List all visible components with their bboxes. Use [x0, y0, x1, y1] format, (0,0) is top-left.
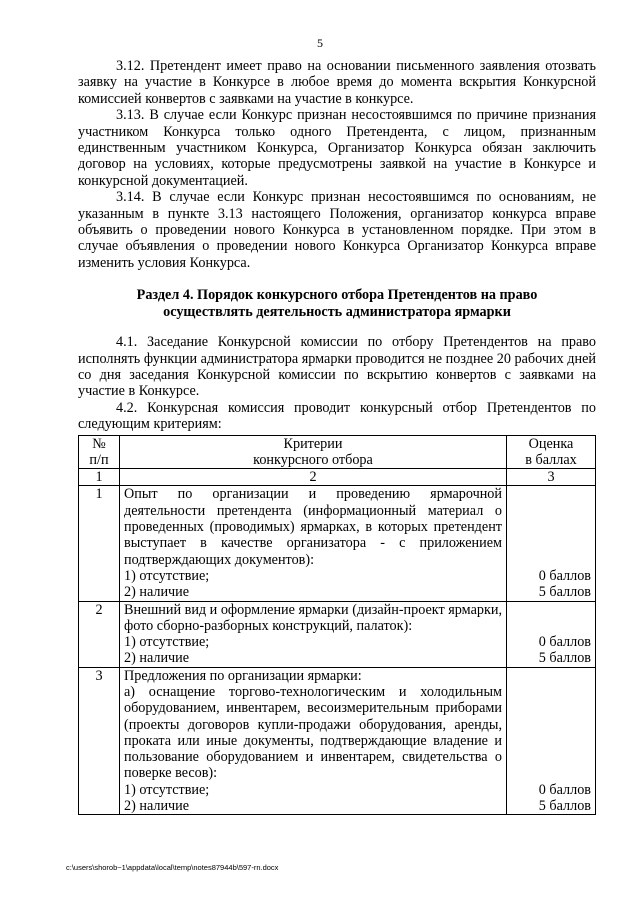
footer-file-path: c:\users\shorob~1\appdata\local\temp\notes87944b\597-rn.docx [66, 863, 279, 872]
score-cell [507, 486, 596, 601]
paragraph-3-14: 3.14. В случае если Конкурс признан несостоявшимся по основаниям, не указанным в пункте 3.13 настоящего Положения, организатор конкурса вправе объявить о проведении нового Конкурса в установленном порядке. При этом в случае объявления о проведении нового Конкурса Организатор Конкурса вправе изменить условия Конкурса. [78, 189, 596, 271]
criterion-option: 1) отсутствие; [124, 634, 210, 651]
column-number-row [79, 469, 596, 486]
table-row [79, 667, 596, 815]
criterion-cell [120, 601, 507, 667]
table-header-row [79, 435, 596, 469]
score-value: 0 баллов [538, 567, 591, 584]
score-value: 5 баллов [538, 650, 591, 667]
paragraph-4-2: 4.2. Конкурсная комиссия проводит конкурсный отбор Претендентов по следующим критериям: [78, 399, 596, 433]
section-title [78, 287, 596, 320]
score-value: 5 баллов [538, 798, 591, 815]
score-value: 0 баллов [538, 634, 591, 651]
criterion-intro: Предложения по организации ярмарки: [124, 667, 362, 684]
row-number: 1 [79, 486, 120, 601]
paragraph-4-1: 4.1. Заседание Конкурсной комиссии по отбору Претендентов на право исполнять функции администратора ярмарки проводится не позднее 20 рабочих дней со дня заседания Конкурсной комиссии по вскрытию конвертов с заявками на участие в Конкурсе. [78, 334, 596, 400]
header-criteria: Критерии конкурсного отбора [120, 435, 507, 469]
col-number-2: 2 [120, 469, 507, 486]
col-number-3: 3 [507, 469, 596, 486]
section-title-line2: осуществлять деятельность администратора ярмарки [163, 303, 511, 320]
criterion-description: Опыт по организации и проведению ярмарочной деятельности претендента (информационный материал о проведенных (проводимых) ярмарках, в которых претендент выступает в качестве организатора - с приложением подтверждающих документов): [124, 486, 502, 568]
paragraph-3-12: 3.12. Претендент имеет право на основании письменного заявления отозвать заявку на участие в Конкурсе в любое время до момента вскрытия Конкурсной комиссией конвертов с заявками на участие в конкурсе. [78, 58, 596, 107]
criterion-option: 1) отсутствие; [124, 567, 210, 584]
criterion-cell [120, 486, 507, 601]
col-number-1: 1 [79, 469, 120, 486]
criteria-table [78, 435, 596, 816]
score-value: 0 баллов [538, 781, 591, 798]
criterion-cell [120, 667, 507, 815]
page-number: 5 [317, 36, 323, 50]
row-number: 3 [79, 667, 120, 815]
section-title-line1: Раздел 4. Порядок конкурсного отбора Претендентов на право [136, 287, 538, 304]
criterion-option: 2) наличие [124, 584, 190, 601]
document-body [78, 58, 596, 815]
header-score: Оценка в баллах [507, 435, 596, 469]
criterion-description: а) оснащение торгово-технологическим и холодильным оборудованием, инвентарем, весоизмерительным приборами (проекты договоров купли-продажи оборудования, аренды, проката или иные документы, подтверждающие владение и пользование оборудованием и инвентарем, свидетельства о поверке весов): [124, 683, 502, 782]
score-cell [507, 601, 596, 667]
criterion-option: 2) наличие [124, 650, 190, 667]
criterion-option: 2) наличие [124, 798, 190, 815]
table-row [79, 601, 596, 667]
header-number: № п/п [79, 435, 120, 469]
criterion-option: 1) отсутствие; [124, 781, 210, 798]
row-number: 2 [79, 601, 120, 667]
score-cell [507, 667, 596, 815]
table-row [79, 486, 596, 601]
paragraph-3-13: 3.13. В случае если Конкурс признан несостоявшимся по причине признания участником Конкурса только одного Претендента, с лицом, признанным единственным участником Конкурса, Организатор Конкурса обязан заключить договор на условиях, которые предусмотрены заявкой на участие в Конкурсе и конкурсной документацией. [78, 107, 596, 189]
criterion-description: Внешний вид и оформление ярмарки (дизайн-проект ярмарки, фото сборно-разборных конструкций, палаток): [124, 601, 502, 634]
score-value: 5 баллов [538, 584, 591, 601]
